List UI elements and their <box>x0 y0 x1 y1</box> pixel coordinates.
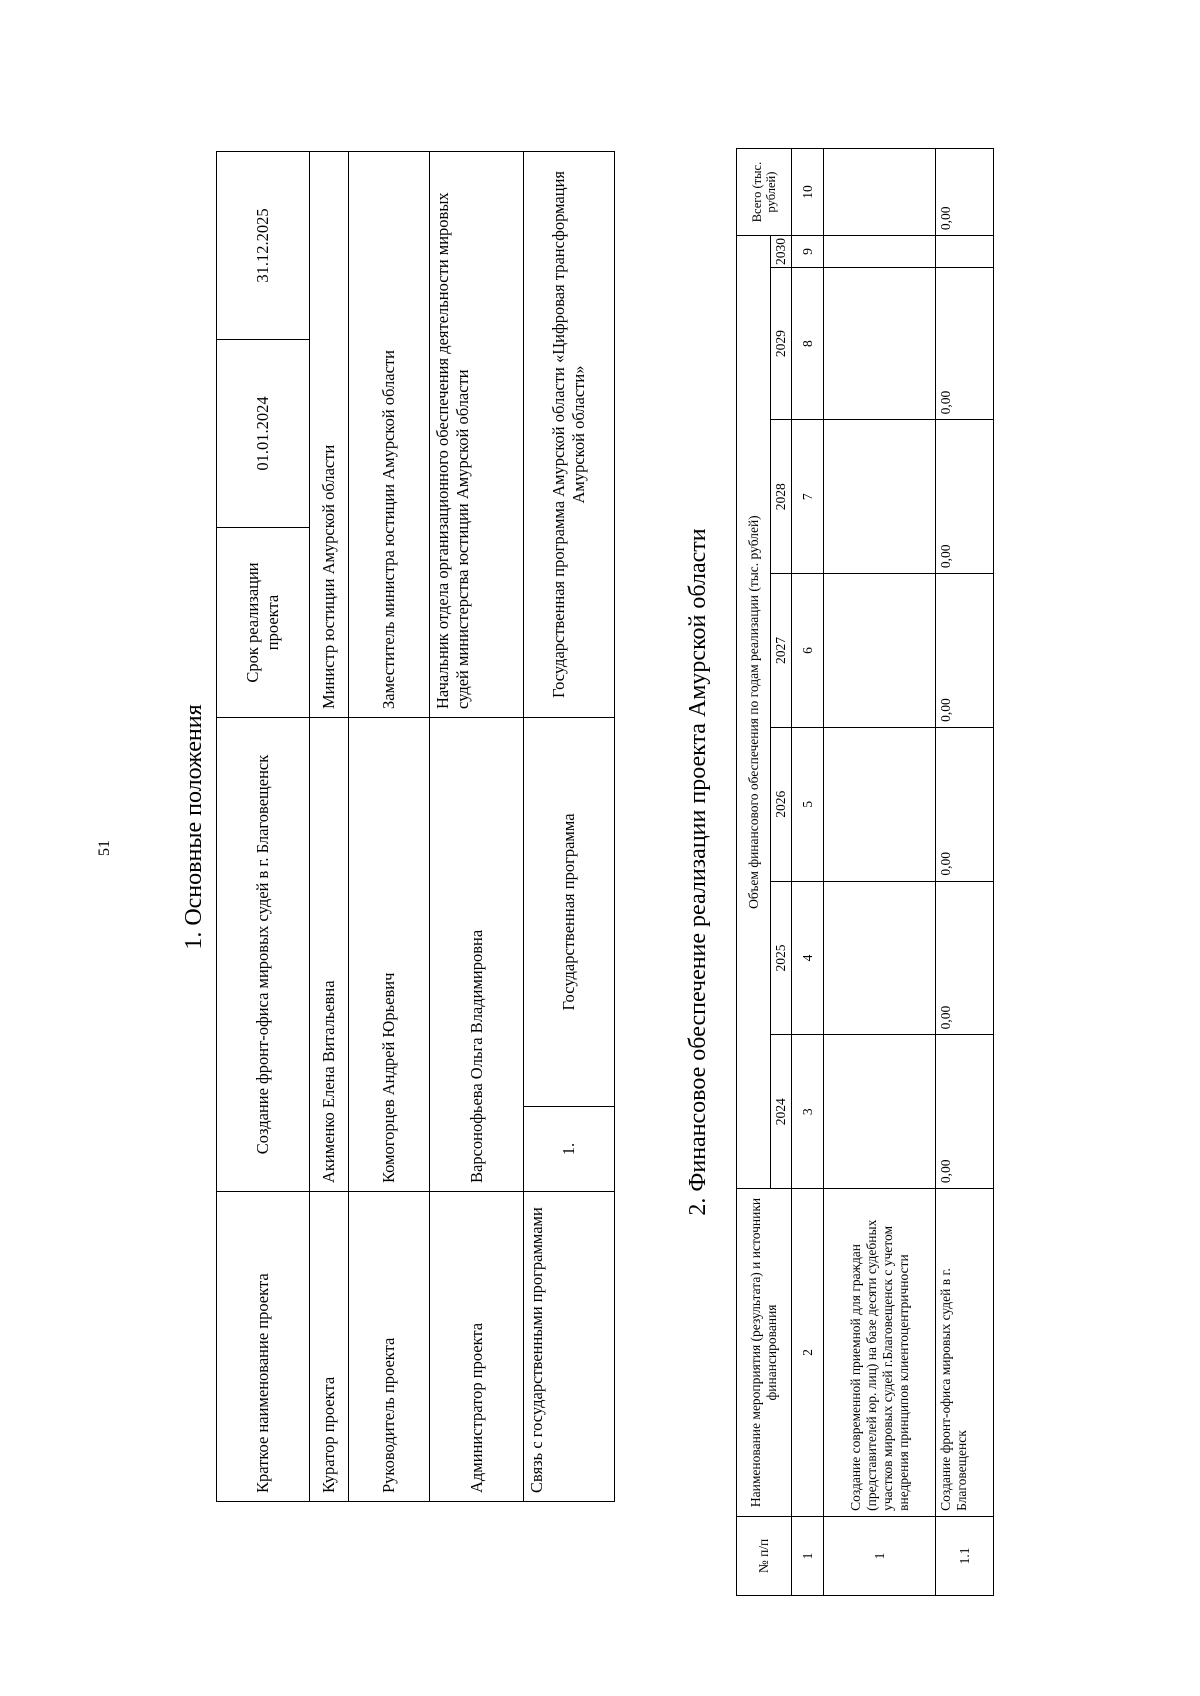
row-value <box>824 149 936 236</box>
leader-label: Руководитель проекта <box>349 1192 430 1502</box>
admin-position: Начальник отдела организационного обеспечения деятельности мировых судей министерства юстиции Амурской области <box>430 152 524 718</box>
row-value <box>824 727 936 881</box>
col-number: 10 <box>792 149 824 236</box>
table-row <box>824 149 936 1596</box>
col-number: 4 <box>792 881 824 1035</box>
row-value <box>824 1035 936 1189</box>
col-number: 2 <box>792 1189 824 1517</box>
row-name: Создание фронт-офиса мировых судей в г. Благовещенск <box>936 1189 994 1517</box>
section-main-provisions <box>180 152 615 1502</box>
header-row <box>737 149 771 1596</box>
table-row <box>524 152 615 1502</box>
page-number: 51 <box>96 840 113 856</box>
table-row <box>310 152 349 1502</box>
programs-type: Государственная программа <box>524 718 615 1107</box>
header-year: 2025 <box>771 881 792 1035</box>
table-row <box>217 152 310 1502</box>
col-number: 6 <box>792 574 824 728</box>
header-year: 2029 <box>771 267 792 420</box>
header-num: № п/п <box>737 1516 792 1595</box>
row-value <box>824 236 936 268</box>
col-number: 1 <box>792 1516 824 1595</box>
header-total: Всего (тыс. рублей) <box>737 149 792 236</box>
row-name: Создание современной приемной для граждан (представителей юр. лиц) на базе десяти судебных участков мировых судей г.Благовещенск с учетом внедрения принципов клиентоцентричности <box>824 1189 936 1517</box>
col-number: 7 <box>792 420 824 574</box>
term-start: 01.01.2024 <box>217 340 310 528</box>
col-number: 9 <box>792 236 824 268</box>
curator-label: Куратор проекта <box>310 1192 349 1502</box>
row-value <box>824 267 936 420</box>
header-year: 2024 <box>771 1035 792 1189</box>
header-year: 2030 <box>771 236 792 268</box>
term-end: 31.12.2025 <box>217 152 310 340</box>
financing-table <box>736 148 994 1596</box>
row-value <box>824 574 936 728</box>
table-row <box>936 149 994 1596</box>
admin-name: Варсонофьева Ольга Владимировна <box>430 718 524 1192</box>
row-value: 0,00 <box>936 1035 994 1189</box>
header-year: 2026 <box>771 727 792 881</box>
programs-value: Государственная программа Амурской области «Цифровая трансформация Амурской области» <box>524 152 615 718</box>
programs-label: Связь с государственными программами <box>524 1192 615 1502</box>
row-value: 0,00 <box>936 149 994 236</box>
main-provisions-table <box>216 151 615 1502</box>
col-number: 8 <box>792 267 824 420</box>
header-year: 2027 <box>771 574 792 728</box>
row-value <box>824 420 936 574</box>
column-numbers-row <box>792 149 824 1596</box>
short-name-value: Создание фронт-офиса мировых судей в г. Благовещенск <box>217 718 310 1192</box>
row-value <box>936 236 994 268</box>
row-value <box>824 881 936 1035</box>
section1-title: 1. Основные положения <box>181 704 207 950</box>
curator-name: Акименко Елена Витальевна <box>310 718 349 1192</box>
col-number: 3 <box>792 1035 824 1189</box>
admin-label: Администратор проекта <box>430 1192 524 1502</box>
curator-position: Министр юстиции Амурской области <box>310 152 349 718</box>
programs-number: 1. <box>524 1107 615 1192</box>
row-num: 1 <box>824 1516 936 1595</box>
header-volume: Объем финансового обеспечения по годам реализации (тыс. рублей) <box>737 236 771 1189</box>
leader-name: Комогорцев Андрей Юрьевич <box>349 718 430 1192</box>
short-name-label: Краткое наименование проекта <box>217 1192 310 1502</box>
table-row <box>349 152 430 1502</box>
row-num: 1.1 <box>936 1516 994 1595</box>
section-financing <box>684 148 994 1596</box>
row-value: 0,00 <box>936 420 994 574</box>
term-label: Срок реализации проекта <box>217 528 310 718</box>
row-value: 0,00 <box>936 727 994 881</box>
col-number: 5 <box>792 727 824 881</box>
row-value: 0,00 <box>936 574 994 728</box>
row-value: 0,00 <box>936 267 994 420</box>
header-name: Наименование мероприятия (результата) и источники финансирования <box>737 1189 792 1517</box>
header-year: 2028 <box>771 420 792 574</box>
table-row <box>430 152 524 1502</box>
row-value: 0,00 <box>936 881 994 1035</box>
section2-title: 2. Финансовое обеспечение реализации проекта Амурской области <box>685 528 711 1216</box>
leader-position: Заместитель министра юстиции Амурской области <box>349 152 430 718</box>
